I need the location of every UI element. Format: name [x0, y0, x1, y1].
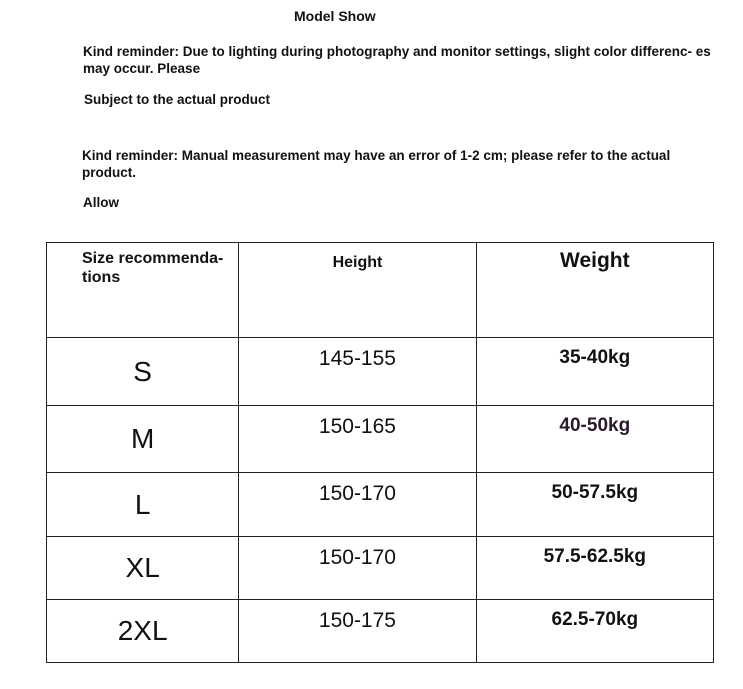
- table-row: [47, 338, 714, 406]
- weight-cell: 57.5-62.5kg: [476, 537, 713, 600]
- size-cell: M: [47, 406, 239, 473]
- measurement-reminder: Kind reminder: Manual measurement may have an error of 1-2 cm; please refer to the actual product.: [82, 148, 671, 180]
- weight-cell: 40-50kg: [476, 406, 713, 473]
- size-cell: S: [47, 338, 239, 406]
- table-row: [47, 600, 714, 663]
- height-cell: 150-175: [239, 600, 476, 663]
- height-cell: 150-165: [239, 406, 476, 473]
- height-cell: 150-170: [239, 537, 476, 600]
- size-cell: L: [47, 473, 239, 537]
- weight-cell: 50-57.5kg: [476, 473, 713, 537]
- subject-note: Subject to the actual product: [84, 92, 271, 107]
- size-cell: XL: [47, 537, 239, 600]
- height-cell: 145-155: [239, 338, 476, 406]
- weight-cell: 62.5-70kg: [476, 600, 713, 663]
- table-row: [47, 537, 714, 600]
- table-row: [47, 406, 714, 473]
- size-chart-table: [46, 242, 714, 663]
- header-weight: Weight: [476, 243, 713, 338]
- header-size: Size recommenda- tions: [47, 243, 239, 338]
- height-cell: 150-170: [239, 473, 476, 537]
- weight-cell: 35-40kg: [476, 338, 713, 406]
- table-row: [47, 473, 714, 537]
- page-title: Model Show: [294, 8, 376, 24]
- header-height: Height: [239, 243, 476, 338]
- table-header-row: [47, 243, 714, 338]
- lighting-reminder: Kind reminder: Due to lighting during photography and monitor settings, slight color differenc- es may occur. Please: [83, 44, 711, 76]
- size-cell: 2XL: [47, 600, 239, 663]
- allow-note: Allow: [83, 195, 119, 210]
